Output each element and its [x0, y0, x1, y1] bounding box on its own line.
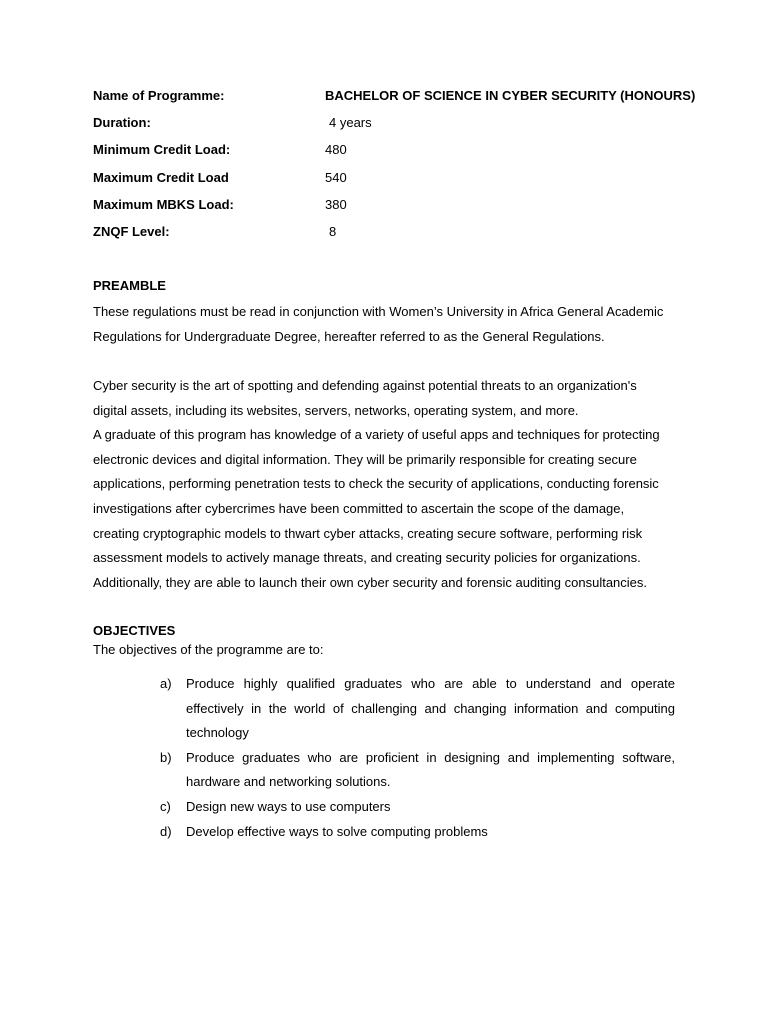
- list-item: [160, 795, 675, 820]
- info-label: Maximum MBKS Load:: [93, 196, 234, 212]
- info-row-min-credit: [93, 140, 693, 167]
- info-row-name: [93, 86, 696, 113]
- info-value: 480: [325, 142, 347, 158]
- text-line: Cyber security is the art of spotting and defending against potential threats to an organization's: [93, 378, 637, 393]
- text-line: Additionally, they are able to launch their own cyber security and forensic auditing consultancies.: [93, 574, 648, 590]
- list-item: [160, 672, 675, 746]
- info-label: Duration:: [93, 115, 151, 131]
- info-row-duration: [93, 113, 693, 140]
- text-line: investigations after cybercrimes have been committed to ascertain the scope of the damage,: [93, 500, 625, 516]
- text-line: Regulations for Undergraduate Degree, hereafter referred to as the General Regulations.: [93, 328, 605, 344]
- info-label: Minimum Credit Load:: [93, 142, 231, 158]
- objectives-heading: OBJECTIVES: [93, 623, 176, 638]
- info-row-znqf: [93, 222, 693, 249]
- info-value: 4 years: [329, 115, 372, 131]
- list-item-text: Produce graduates who are proficient in designing and implementing software, hardware and networking solutions.: [186, 749, 675, 790]
- text-line: electronic devices and digital information. They will be primarily responsible for creating secure: [93, 451, 637, 467]
- info-value: 8: [329, 223, 337, 239]
- info-row-max-credit: [93, 168, 693, 195]
- preamble-heading: PREAMBLE: [93, 278, 166, 293]
- text-line: digital assets, including its websites, servers, networks, operating system, and more.: [93, 402, 579, 418]
- info-label: ZNQF Level:: [93, 223, 170, 239]
- list-item: [160, 746, 675, 795]
- info-label: Name of Programme:: [93, 88, 225, 103]
- text-line: creating cryptographic models to thwart cyber attacks, creating secure software, performing risk: [93, 525, 643, 541]
- info-value: BACHELOR OF SCIENCE IN CYBER SECURITY (HONOURS): [325, 88, 696, 103]
- text-line: applications, performing penetration tests to check the security of applications, conducting forensic: [93, 476, 659, 492]
- text-line: assessment models to actively manage threats, and creating security policies for organizations.: [93, 550, 641, 566]
- objectives-list: [160, 672, 675, 844]
- objectives-intro: The objectives of the programme are to:: [93, 642, 324, 657]
- text-line: A graduate of this program has knowledge of a variety of useful apps and techniques for protecting: [93, 427, 660, 443]
- info-label: Maximum Credit Load: [93, 169, 229, 185]
- info-value: 540: [325, 169, 347, 185]
- programme-info-table: [93, 86, 696, 249]
- info-value: 380: [325, 196, 347, 212]
- preamble-paragraph-2: [93, 374, 678, 595]
- list-marker: b): [160, 749, 172, 765]
- list-item-text: Produce highly qualified graduates who are able to understand and operate effectively in the world of challenging and changing information and computing technology: [186, 676, 675, 741]
- list-item-text: Design new ways to use computers: [186, 798, 391, 814]
- preamble-paragraph-1: [93, 300, 678, 349]
- list-item-text: Develop effective ways to solve computing problems: [186, 823, 488, 839]
- list-marker: c): [160, 798, 171, 814]
- info-row-max-mbks: [93, 195, 693, 222]
- list-marker: d): [160, 823, 172, 839]
- text-line: These regulations must be read in conjunction with Women’s University in Africa General Academic: [93, 304, 664, 319]
- list-item: [160, 820, 675, 845]
- list-marker: a): [160, 676, 172, 691]
